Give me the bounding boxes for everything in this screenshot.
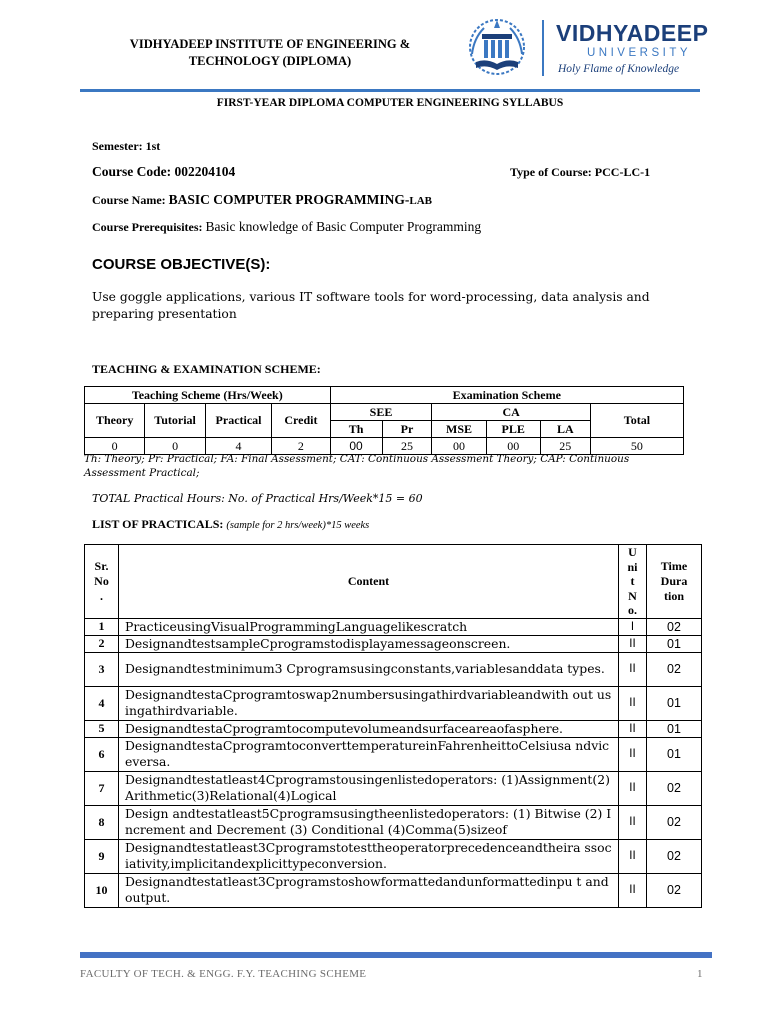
semester: Semester: 1st bbox=[92, 139, 161, 153]
row-content: PracticeusingVisualProgrammingLanguagelikescratch bbox=[119, 618, 619, 635]
col-theory: Theory bbox=[85, 404, 145, 438]
value-tutorial: 0 bbox=[145, 438, 205, 455]
value-la: 25 bbox=[540, 438, 590, 455]
row-sr-no: 5 bbox=[85, 720, 119, 737]
practicals-table bbox=[84, 544, 702, 908]
row-content: DesignandtestaCprogramtoswap2numbersusingathirdvariableandwith out usingathirdvariable. bbox=[119, 686, 619, 720]
practicals-heading bbox=[92, 517, 369, 532]
value-credit: 2 bbox=[272, 438, 330, 455]
course-code bbox=[92, 164, 235, 180]
table-row bbox=[85, 771, 702, 805]
row-unit: II bbox=[619, 805, 647, 839]
practicals-heading-note: (sample for 2 hrs/week)*15 weeks bbox=[226, 520, 370, 531]
footer-text: FACULTY OF TECH. & ENGG. F.Y. TEACHING SCHEME bbox=[80, 968, 367, 980]
teaching-scheme-header: Teaching Scheme (Hrs/Week) bbox=[85, 387, 331, 404]
row-content: DesignandtestaCprogramtoconverttemperatureinFahrenheittoCelsiusa ndviceversa. bbox=[119, 737, 619, 771]
value-th: 00 bbox=[330, 438, 382, 455]
col-content: Content bbox=[119, 545, 619, 619]
row-duration: 02 bbox=[647, 618, 702, 635]
page-number: 1 bbox=[697, 968, 703, 980]
row-sr-no: 8 bbox=[85, 805, 119, 839]
row-duration: 02 bbox=[647, 839, 702, 873]
row-unit: II bbox=[619, 720, 647, 737]
course-type bbox=[510, 165, 650, 180]
row-unit: I bbox=[619, 618, 647, 635]
institute-name-line2: TECHNOLOGY (DIPLOMA) bbox=[188, 54, 352, 68]
row-sr-no: 3 bbox=[85, 652, 119, 686]
row-content: DesignandtestaCprogramtocomputevolumeandsurfaceareaofasphere. bbox=[119, 720, 619, 737]
university-name: VIDHYADEEP bbox=[556, 20, 709, 46]
value-pr: 25 bbox=[382, 438, 432, 455]
row-unit: II bbox=[619, 737, 647, 771]
row-unit: II bbox=[619, 771, 647, 805]
syllabus-title: FIRST-YEAR DIPLOMA COMPUTER ENGINEERING SYLLABUS bbox=[216, 97, 564, 109]
university-tagline: Holy Flame of Knowledge bbox=[558, 63, 680, 75]
row-sr-no: 4 bbox=[85, 686, 119, 720]
table-row bbox=[85, 635, 702, 652]
col-pr: Pr bbox=[382, 421, 432, 438]
col-th: Th bbox=[330, 421, 382, 438]
exam-scheme-header: Examination Scheme bbox=[330, 387, 683, 404]
university-subtitle: UNIVERSITY bbox=[587, 47, 692, 59]
value-practical: 4 bbox=[205, 438, 271, 455]
table-row bbox=[85, 805, 702, 839]
table-row bbox=[85, 652, 702, 686]
prereq-label: Course Prerequisites: bbox=[92, 220, 206, 234]
header-divider bbox=[80, 89, 700, 92]
scheme-heading: TEACHING & EXAMINATION SCHEME: bbox=[92, 362, 321, 376]
row-unit: II bbox=[619, 873, 647, 907]
table-row bbox=[85, 720, 702, 737]
row-sr-no: 1 bbox=[85, 618, 119, 635]
col-la: LA bbox=[540, 421, 590, 438]
row-duration: 01 bbox=[647, 686, 702, 720]
col-total: Total bbox=[590, 404, 683, 438]
table-row bbox=[85, 737, 702, 771]
row-duration: 02 bbox=[647, 805, 702, 839]
table-row bbox=[85, 839, 702, 873]
row-duration: 02 bbox=[647, 652, 702, 686]
scheme-table bbox=[84, 386, 684, 455]
footer-divider bbox=[80, 952, 712, 958]
row-unit: II bbox=[619, 635, 647, 652]
col-see: SEE bbox=[330, 404, 432, 421]
col-time-duration: Time Dura tion bbox=[647, 545, 702, 619]
row-sr-no: 10 bbox=[85, 873, 119, 907]
course-name bbox=[92, 192, 432, 208]
col-ple: PLE bbox=[486, 421, 540, 438]
row-sr-no: 6 bbox=[85, 737, 119, 771]
col-unit-no: U ni t N o. bbox=[619, 545, 647, 619]
course-type-value: PCC-LC-1 bbox=[594, 165, 651, 179]
objective-heading: COURSE OBJECTIVE(S): bbox=[92, 256, 271, 273]
row-content: Designandtestatleast3Cprogramstotesttheoperatorprecedenceandtheira ssociativity,implicitandexplicittypeconversion. bbox=[119, 839, 619, 873]
col-practical: Practical bbox=[205, 404, 271, 438]
total-hours: TOTAL Practical Hours: No. of Practical Hrs/Week*15 = 60 bbox=[92, 492, 423, 505]
institute-name-line1: VIDHYADEEP INSTITUTE OF ENGINEERING & bbox=[129, 37, 411, 51]
row-unit: II bbox=[619, 652, 647, 686]
row-duration: 01 bbox=[647, 635, 702, 652]
course-prerequisites bbox=[92, 219, 481, 235]
course-code-label: Course Code: bbox=[92, 164, 175, 179]
row-content: Design andtestatleast5Cprogramsusingtheenlistedoperators: (1) Bitwise (2) Increment and Decrement (3) Conditional (4)Comma(5)sizeof bbox=[119, 805, 619, 839]
objective-text: Use goggle applications, various IT software tools for word-processing, data analysis and preparing presentation bbox=[92, 290, 650, 321]
row-duration: 01 bbox=[647, 737, 702, 771]
row-content: Designandtestatleast4Cprogramstousingenlistedoperators: (1)Assignment(2)Arithmetic(3)Relational(4)Logical bbox=[119, 771, 619, 805]
row-duration: 02 bbox=[647, 771, 702, 805]
row-duration: 02 bbox=[647, 873, 702, 907]
row-content: Designandtestminimum3 Cprogramsusingconstants,variablesanddata types. bbox=[119, 652, 619, 686]
table-row bbox=[85, 618, 702, 635]
value-total: 50 bbox=[590, 438, 683, 455]
value-mse: 00 bbox=[432, 438, 486, 455]
col-tutorial: Tutorial bbox=[145, 404, 205, 438]
table-row bbox=[85, 873, 702, 907]
row-sr-no: 9 bbox=[85, 839, 119, 873]
scheme-note: Th: Theory; Pr: Practical; FA: Final Assessment; CAT: Continuous Assessment Theory; CAP: Continuous Assessment Practical; bbox=[84, 453, 630, 479]
table-row bbox=[85, 686, 702, 720]
row-duration: 01 bbox=[647, 720, 702, 737]
row-content: DesignandtestsampleCprogramstodisplayamessageonscreen. bbox=[119, 635, 619, 652]
course-name-suffix: LAB bbox=[409, 195, 433, 207]
course-name-value: BASIC COMPUTER PROGRAMMING- bbox=[168, 192, 410, 207]
practicals-heading-text: LIST OF PRACTICALS: bbox=[92, 517, 227, 531]
row-unit: II bbox=[619, 839, 647, 873]
prereq-value: Basic knowledge of Basic Computer Programming bbox=[205, 219, 482, 234]
course-type-label: Type of Course: bbox=[510, 165, 595, 179]
row-content: Designandtestatleast3Cprogramstoshowformattedandunformattedinpu t and output. bbox=[119, 873, 619, 907]
institute-name bbox=[100, 36, 440, 70]
row-sr-no: 7 bbox=[85, 771, 119, 805]
col-credit: Credit bbox=[272, 404, 330, 438]
university-logo-icon bbox=[462, 14, 532, 84]
col-ca: CA bbox=[432, 404, 590, 421]
col-sr-no: Sr. No . bbox=[85, 545, 119, 619]
value-theory: 0 bbox=[85, 438, 145, 455]
value-ple: 00 bbox=[486, 438, 540, 455]
row-sr-no: 2 bbox=[85, 635, 119, 652]
course-name-label: Course Name: bbox=[92, 193, 169, 207]
course-code-value: 002204104 bbox=[174, 164, 236, 179]
row-unit: II bbox=[619, 686, 647, 720]
logo-divider bbox=[542, 20, 544, 76]
col-mse: MSE bbox=[432, 421, 486, 438]
